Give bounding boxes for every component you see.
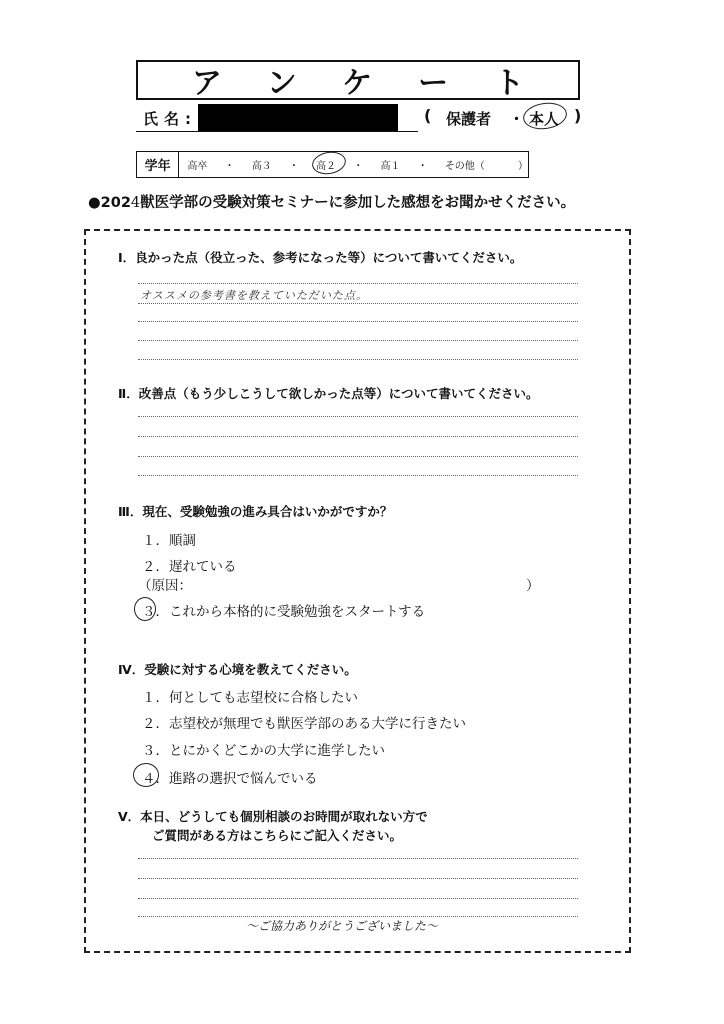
q5-heading-line2: ご質問がある方はこちらにご記入ください。 <box>152 828 403 843</box>
survey-intro <box>88 191 575 212</box>
q4-option-4: ４．進路の選択で悩んでいる <box>142 771 318 787</box>
intro-prefix: ●202 <box>88 195 131 211</box>
q5-answer-line <box>138 898 578 899</box>
q5-answer-line <box>138 858 578 859</box>
grade-option-other: その他（ <box>444 161 485 172</box>
intro-text: 獣医学部の受験対策セミナーに参加した感想をお聞かせください。 <box>140 195 576 211</box>
role-separator: ・ <box>509 110 525 128</box>
role-guardian: 保護者 <box>446 110 492 128</box>
q3-option-3: ３．これから本格的に受験勉強をスタートする <box>142 604 426 620</box>
q2-answer-line <box>138 436 578 437</box>
grade-separator: ・ <box>224 161 235 172</box>
q5-heading-line1: Ⅴ．本日、どうしても個別相談のお時間が取れない方で <box>118 809 428 824</box>
q2-answer-line <box>138 475 578 476</box>
grade-separator: ・ <box>288 161 299 172</box>
q3-reason-close: ） <box>526 578 540 594</box>
q3-option-3-circle-mark <box>134 597 156 621</box>
q1-answer-line <box>138 340 578 341</box>
intro-year-handwritten: 4 <box>130 195 141 211</box>
role-self: 本人 <box>529 110 560 128</box>
grade-option-3: 高３ <box>251 161 272 172</box>
grade-option-1: 高１ <box>380 161 401 172</box>
closing-message: ～ご協力ありがとうございました～ <box>246 919 439 933</box>
q3-option-2: ２．遅れている <box>142 559 237 575</box>
grade-option-2: 高２ <box>316 161 337 172</box>
grade-separator: ・ <box>417 161 428 172</box>
grade-option-graduate: 高卒 <box>187 161 208 172</box>
name-redaction <box>198 104 398 131</box>
q2-answer-line <box>138 416 578 417</box>
q4-heading: Ⅳ．受験に対する心境を教えてください。 <box>118 662 357 677</box>
q1-answer-line <box>138 303 578 304</box>
q1-handwritten-answer: オススメの参考書を教えていただいた点。 <box>140 289 368 302</box>
q2-answer-line <box>138 456 578 457</box>
q4-option-4-circle-mark <box>133 763 159 787</box>
q3-reason-open: （原因： <box>138 578 192 594</box>
q3-heading: Ⅲ．現在、受験勉強の進み具合はいかがですか？ <box>118 504 393 519</box>
q1-answer-line <box>138 321 578 322</box>
role-open-paren: ( <box>424 106 432 125</box>
role-close-paren: ) <box>574 106 582 125</box>
q4-option-1: １．何としても志望校に合格したい <box>142 690 358 706</box>
name-underline <box>136 131 418 132</box>
name-label: 氏名: <box>143 110 197 128</box>
q2-heading: Ⅱ．改善点（もう少しこうして欲しかった点等）について書いてください。 <box>118 386 539 401</box>
q4-option-3: ３．とにかくどこかの大学に進学したい <box>142 743 385 759</box>
q1-answer-line <box>138 359 578 360</box>
grade-option-other-close: ） <box>518 161 528 172</box>
q4-option-2: ２．志望校が無理でも獣医学部のある大学に行きたい <box>142 716 466 732</box>
q1-heading: Ⅰ．良かった点（役立った、参考になった等）について書いてください。 <box>118 250 523 265</box>
grade-separator: ・ <box>353 161 364 172</box>
q3-option-1: １．順調 <box>142 533 196 549</box>
grade-label: 学年 <box>137 152 179 177</box>
grade-options <box>179 157 528 172</box>
q5-answer-line <box>138 878 578 879</box>
q1-answer-line <box>138 283 578 284</box>
title-box <box>136 60 580 100</box>
page-title: アンケート <box>191 66 571 101</box>
